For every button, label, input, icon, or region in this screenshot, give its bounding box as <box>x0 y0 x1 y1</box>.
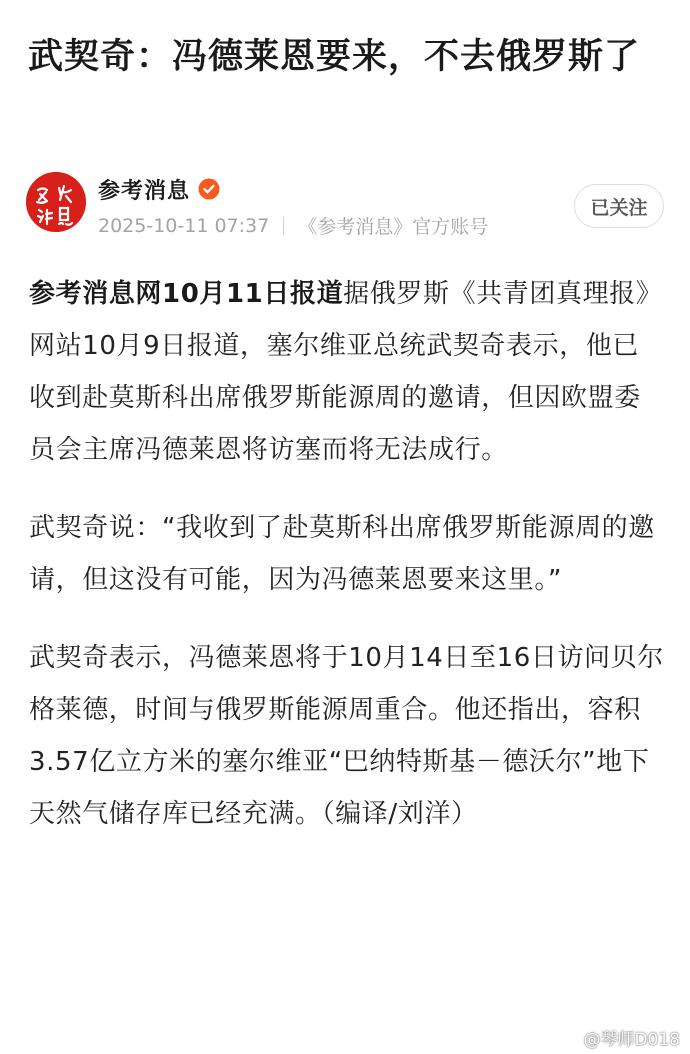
article-paragraph: 武契奇表示，冯德莱恩将于10月14日至16日访问贝尔格莱德，时间与俄罗斯能源周重合。他还指出，容积3.57亿立方米的塞尔维亚“巴纳特斯基－德沃尔”地下天然气储存库已经充满。（编译/刘洋） <box>29 643 664 829</box>
avatar-logo-icon <box>26 172 86 232</box>
post-timestamp: 2025-10-11 07:37 <box>98 214 270 237</box>
lead-source: 参考消息网10月11日报道 <box>29 279 344 309</box>
author-name[interactable]: 参考消息 <box>98 178 191 204</box>
verified-badge-icon <box>198 178 220 200</box>
meta-divider <box>283 217 284 235</box>
post-meta <box>98 212 488 239</box>
article-title: 武契奇：冯德莱恩要来，不去俄罗斯了 <box>28 37 641 77</box>
weibo-icon <box>557 1029 579 1047</box>
article-paragraph: 武契奇说：“我收到了赴莫斯科出席俄罗斯能源周的邀请，但这没有可能，因为冯德莱恩要来这里。” <box>29 513 655 595</box>
author-bar <box>26 172 666 244</box>
article-paragraph <box>29 268 665 476</box>
account-label: 《参考消息》官方账号 <box>298 216 489 238</box>
watermark <box>557 1025 680 1050</box>
watermark-text: @琴师D018 <box>583 1030 680 1050</box>
follow-button[interactable]: 已关注 <box>574 184 664 228</box>
article-body <box>29 268 665 866</box>
avatar[interactable] <box>26 172 86 232</box>
paragraph-text: 据俄罗斯《共青团真理报》网站10月9日报道，塞尔维亚总统武契奇表示，他已收到赴莫斯科出席俄罗斯能源周的邀请，但因欧盟委员会主席冯德莱恩将访塞而将无法成行。 <box>29 279 663 465</box>
author-name-row <box>98 174 220 204</box>
